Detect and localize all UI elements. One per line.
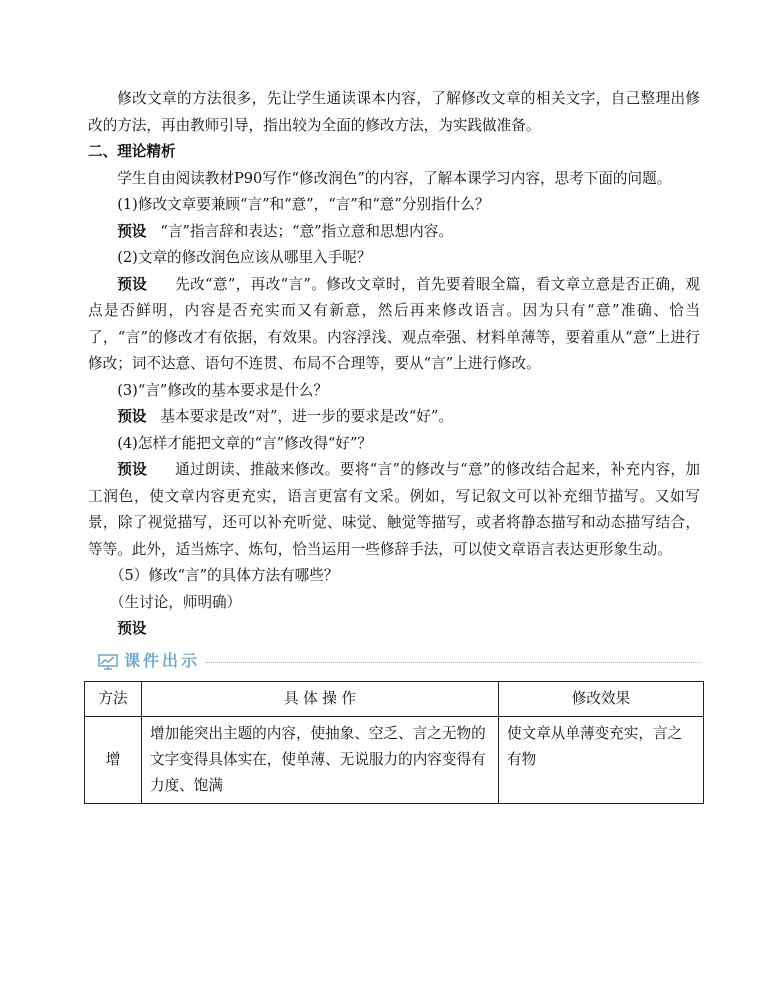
answer-label: 预设 [117, 620, 147, 637]
document-content [88, 86, 700, 804]
cell-method: 增 [85, 717, 142, 804]
answer-2 [88, 272, 700, 378]
table-header-row [85, 681, 704, 717]
answer-text: 基本要求是改“对”，进一步的要求是改“好”。 [160, 408, 453, 425]
answer-label: 预设 [117, 408, 147, 425]
answer-label: 预设 [117, 222, 147, 240]
answer-text: 通过朗读、推敲来修改。要将“言”的修改与“意”的修改结合起来，补充内容，加工润色，使文章内容更充实，语言更富有文采。例如，写记叙文可以补充细节描写。又如写景，除了视觉描写，还可以补充听觉、味觉、触觉等描写，或者将静态描写和动态描写结合，等等。此外，适当炼字、炼句，恰当运用一些修辞手法，可以使文章语言表达更形象生动。 [88, 461, 700, 558]
section-heading: 二、理论精析 [88, 143, 176, 160]
dotted-divider [206, 662, 700, 663]
question-5: （5）修改“言”的具体方法有哪些？ [109, 567, 339, 584]
methods-table [84, 681, 704, 805]
header-method: 方法 [85, 681, 142, 717]
courseware-header [88, 649, 700, 675]
answer-text: 先改“意”，再改“言”。修改文章时，首先要着眼全篇，看文章立意是否正确，观点是否鲜明，内容是否充实而又有新意，然后再来修改语言。因为只有“意”准确、恰当了，“言”的修改才有依据，有效果。内容浮浅、观点牵强、材料单薄等，要着重从“意”上进行修改；词不达意、语句不连贯、布局不合理等，要从“言”上进行修改。 [88, 275, 700, 372]
table-row [85, 717, 704, 804]
answer-3 [88, 404, 700, 431]
courseware-title: 课件出示 [124, 651, 201, 671]
header-effect: 修改效果 [499, 681, 704, 717]
question-1: (1)修改文章要兼顾“言”和“意”，“言”和“意”分别指什么？ [117, 196, 490, 213]
discussion-note: （生讨论，师明确） [109, 593, 242, 611]
cell-operation: 增加能突出主题的内容，使抽象、空乏、言之无物的文字变得具体实在，使单薄、无说服力的内容变得有力度、饱满 [142, 717, 499, 804]
answer-4 [88, 457, 700, 563]
reading-paragraph: 学生自由阅读教材P90写作“修改润色”的内容，了解本课学习内容，思考下面的问题。 [117, 169, 672, 187]
question-2: (2)文章的修改润色应该从哪里入手呢？ [117, 249, 372, 266]
answer-label: 预设 [117, 461, 148, 478]
answer-5 [88, 616, 700, 643]
cell-effect: 使文章从单薄变充实，言之有物 [499, 717, 704, 804]
question-4: (4)怎样才能把文章的“言”修改得“好”？ [117, 434, 373, 452]
answer-label: 预设 [117, 275, 148, 293]
answer-1 [88, 219, 700, 246]
header-operation: 具 体 操 作 [142, 681, 499, 717]
question-3: (3)“言”修改的基本要求是什么？ [117, 381, 328, 399]
chart-icon [98, 654, 118, 670]
intro-paragraph: 修改文章的方法很多，先让学生通读课本内容，了解修改文章的相关文字，自己整理出修改的方法，再由教师引导，指出较为全面的修改方法，为实践做准备。 [88, 90, 700, 134]
answer-text: “言”指言辞和表达；“意”指立意和思想内容。 [160, 222, 453, 240]
